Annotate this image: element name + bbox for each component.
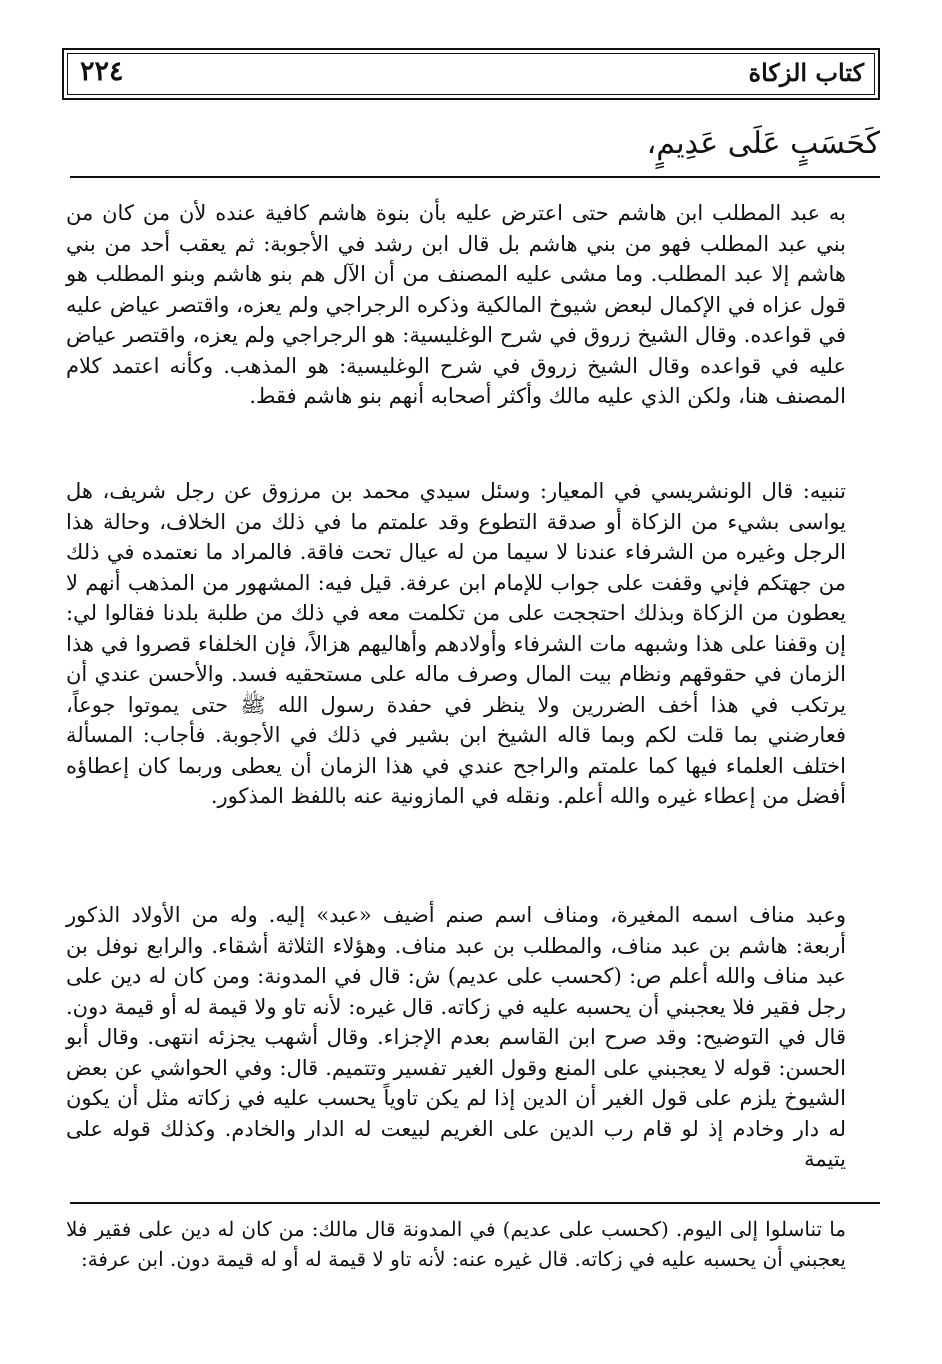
paragraph-1: به عبد المطلب ابن هاشم حتى اعترض عليه بأن بنوة هاشم كافية عنده لأن من كان من بني عبد المطلب فهو من بني هاشم بل قال ابن رشد في الأجوبة: ثم يعقب أحد من بني هاشم إلا عبد المطلب. وما مشى عليه المصنف من أن الآل هم بنو هاشم وبنو المطلب هو قول عزاه في الإكمال لبعض شيوخ المالكية وذكره الرجراجي ولم يعزه، واقتصر عياض عليه في قواعده. وقال الشيخ زروق في شرح الوغليسية: هو الرجراجي ولم يعزه، واقتصر عياض عليه في قواعده وقال الشيخ زروق في شرح الوغليسية: هو المذهب. وكأنه اعتمد كلام المصنف هنا، ولكن الذي عليه مالك وأكثر أصحابه أنهم بنو هاشم فقط. xyxy=(66,201,846,408)
page-header xyxy=(62,48,880,100)
footnote-divider xyxy=(70,1202,880,1204)
book-title: كتاب الزكاة xyxy=(748,58,864,87)
paragraph-3: وعبد مناف اسمه المغيرة، ومناف اسم صنم أضيف «عبد» إليه. وله من الأولاد الذكور أربعة: هاشم بن عبد مناف، والمطلب بن عبد مناف. وهؤلاء الثلاثة أشقاء. والرابع نوفل بن عبد مناف والله أعلم ص: (كحسب على عديم) ش: قال في المدونة: ومن كان له دين على رجل فقير فلا يعجبني أن يحسبه عليه في زكاته. قال غيره: لأنه تاو ولا قيمة له أو قيمة دون. قال في التوضيح: وقد صرح ابن القاسم بعدم الإجزاء. وقال أشهب يجزئه انتهى. وقال أبو الحسن: قوله لا يعجبني على المنع وقول الغير تفسير وتتميم. قال: وفي الحواشي عن بعض الشيوخ يلزم على قول الغير أن الدين إذا لم يكن تاوياً يحسب عليه في زكاته مثل أن يكون له دار وخادم إذ لو قام رب الدين على الغريم لبيعت له الدار والخادم. وكذلك قوله على يتيمة xyxy=(66,903,846,1171)
page-number: ٢٢٤ xyxy=(80,56,124,87)
matn-verse: كَحَسَبٍ عَلَى عَدِيمٍ، xyxy=(646,126,880,161)
paragraph-2: تنبيه: قال الونشريسي في المعيار: وسئل سيدي محمد بن مرزوق عن رجل شريف، هل يواسى بشيء من الزكاة أو صدقة التطوع وقد علمتم ما في ذلك من الخلاف، وحالة هذا الرجل وغيره من الشرفاء عندنا لا سيما من له عيال تحت فاقة. فالمراد ما نعتمده في ذلك من جهتكم فإني وقفت على جواب للإمام ابن عرفة. قيل فيه: المشهور من المذهب أنهم لا يعطون من الزكاة وبذلك احتججت على من تكلمت معه في ذلك من طلبة بلدنا فقالوا لي: إن وقفنا على هذا وشبهه مات الشرفاء وأولادهم وأهاليهم هزالاً، فإن الخلفاء قصروا في هذا الزمان في حقوقهم ونظام بيت المال وصرف ماله على مستحقيه فسد. والأحسن عندي أن يرتكب في هذا أخف الضررين ولا ينظر في حفدة رسول الله ﷺ حتى يموتوا جوعاً، فعارضني بما قلت لكم وبما قاله الشيخ ابن بشير في ذلك في الأجوبة. فأجاب: المسألة اختلف العلماء فيها كما علمتم والراجح عندي في هذا الزمان أن يعطى وربما كان إعطاؤه أفضل من إعطاء غيره والله أعلم. ونقله في المازونية عنه باللفظ المذكور. xyxy=(66,479,846,808)
top-divider xyxy=(70,176,880,178)
footnote: ما تناسلوا إلى اليوم. (كحسب على عديم) في المدونة قال مالك: من كان له دين على فقير فلا يعجبني أن يحسبه عليه في زكاته. قال غيره عنه: لأنه تاو لا قيمة له أو له قيمة دون. ابن عرفة: xyxy=(66,1217,846,1271)
